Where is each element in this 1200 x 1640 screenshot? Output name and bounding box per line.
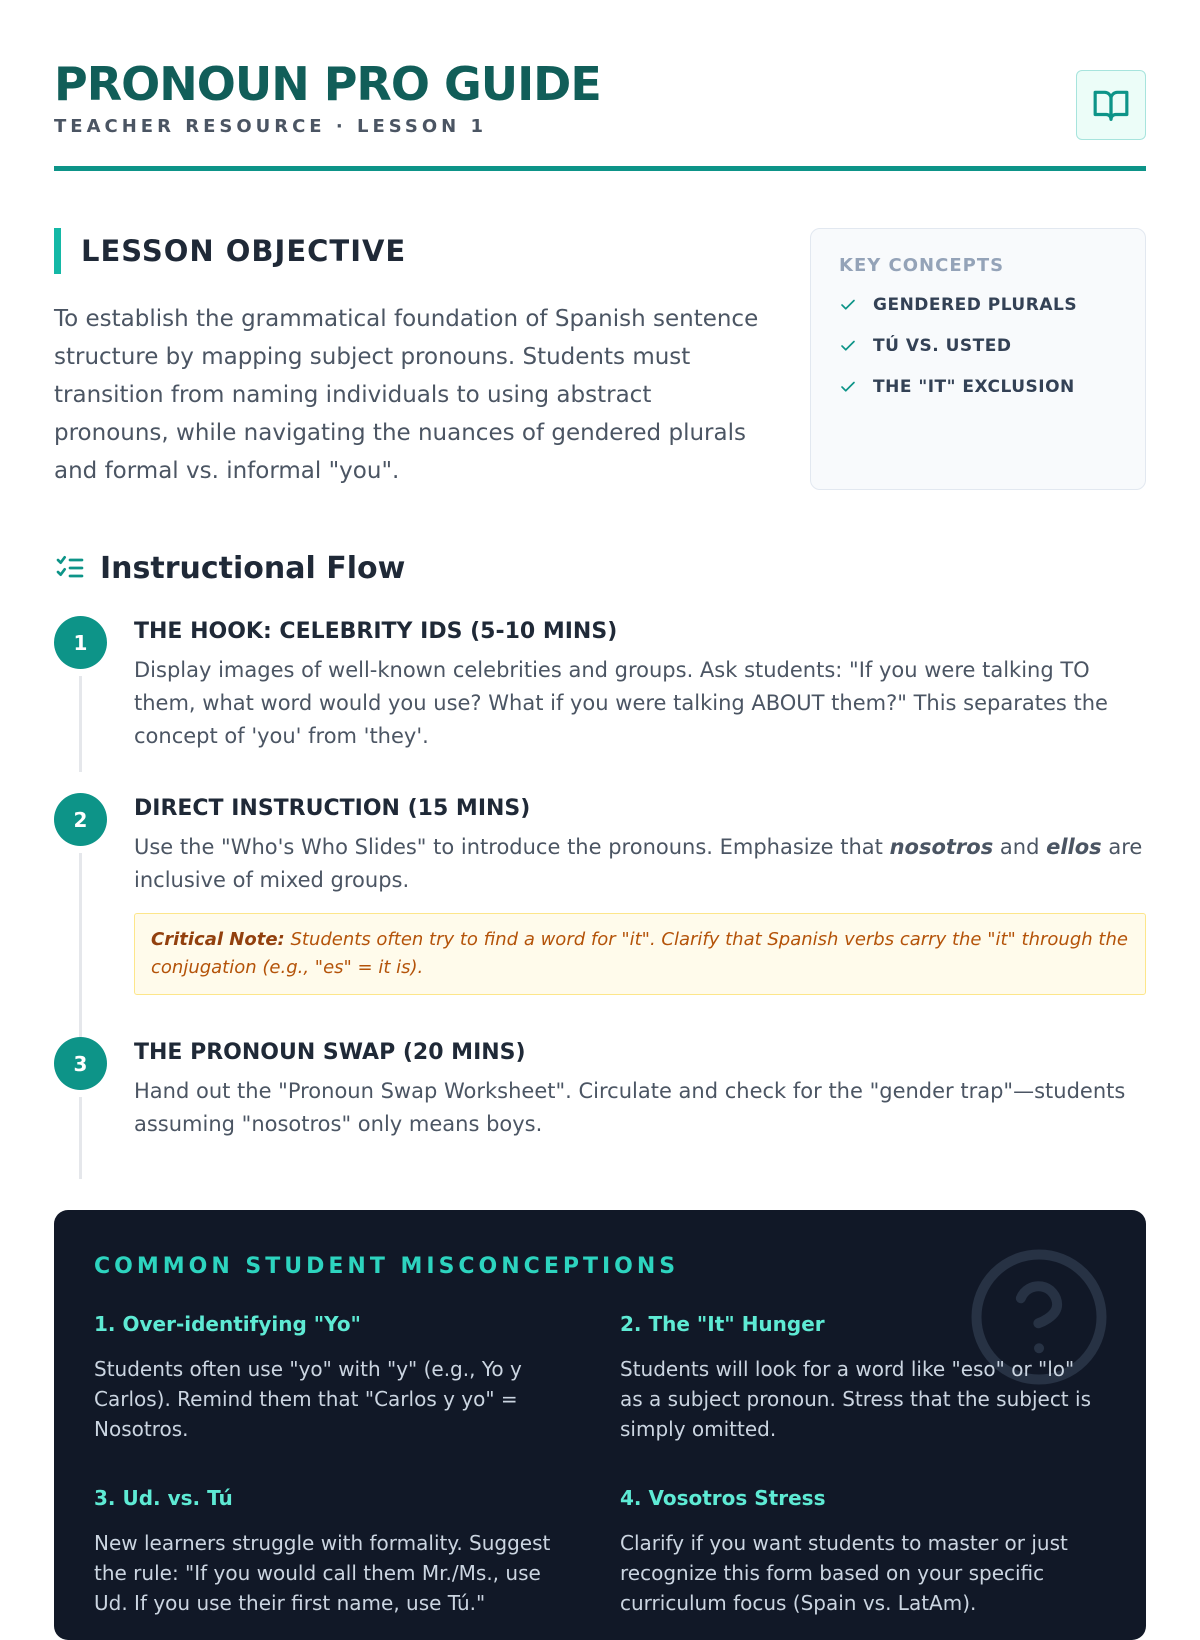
misconception-item — [94, 1312, 574, 1444]
check-icon — [839, 296, 859, 314]
step-number-badge: 3 — [54, 1037, 107, 1090]
misconceptions-heading: COMMON STUDENT MISCONCEPTIONS — [94, 1254, 680, 1279]
step-text-part: Use the "Who's Who Slides" to introduce the pronouns. Emphasize that — [134, 835, 890, 859]
step-title: THE PRONOUN SWAP (20 MINS) — [134, 1040, 526, 1065]
section-accent-bar — [54, 228, 61, 274]
step-connector — [79, 853, 82, 1045]
concept-item — [839, 334, 1117, 358]
page-subtitle: TEACHER RESOURCE · LESSON 1 — [54, 116, 488, 137]
step-title: DIRECT INSTRUCTION (15 MINS) — [134, 796, 531, 821]
step-text-part: and — [993, 835, 1047, 859]
book-button[interactable] — [1076, 70, 1146, 140]
concept-label: THE "IT" EXCLUSION — [873, 377, 1075, 397]
key-concepts-card — [810, 228, 1146, 490]
step-title: THE HOOK: CELEBRITY IDS (5-10 MINS) — [134, 619, 618, 644]
page-title: PRONOUN PRO GUIDE — [54, 57, 601, 111]
misconception-text: New learners struggle with formality. Suggest the rule: "If you would call them Mr./Ms., use Ud. If you use their first name, use Tú." — [94, 1531, 551, 1615]
emphasis-term: ellos — [1046, 835, 1102, 859]
misconception-text: Clarify if you want students to master or just recognize this form based on your specific curriculum focus (Spain vs. LatAm). — [620, 1531, 1068, 1615]
step-text — [134, 831, 1146, 897]
concept-item — [839, 375, 1117, 399]
misconception-item — [620, 1486, 1100, 1618]
misconception-title: 2. The "It" Hunger — [620, 1312, 825, 1336]
step-number-badge: 1 — [54, 616, 107, 669]
key-concepts-label: KEY CONCEPTS — [839, 255, 1005, 276]
concept-label: TÚ VS. USTED — [873, 336, 1012, 356]
concept-label: GENDERED PLURALS — [873, 295, 1078, 315]
page-header — [54, 56, 1146, 174]
check-icon — [839, 337, 859, 355]
misconception-item — [620, 1312, 1100, 1444]
misconception-text: Students often use "yo" with "y" (e.g., Yo y Carlos). Remind them that "Carlos y yo" = Nosotros. — [94, 1357, 522, 1441]
step-connector — [79, 1097, 82, 1179]
misconception-item — [94, 1486, 574, 1618]
critical-note — [134, 913, 1146, 995]
misconceptions-panel — [54, 1210, 1146, 1640]
instructional-flow-header — [54, 548, 405, 588]
step-text: Hand out the "Pronoun Swap Worksheet". Circulate and check for the "gender trap"—students assuming "nosotros" only means boys. — [134, 1079, 1126, 1136]
check-icon — [839, 378, 859, 396]
book-open-icon — [1092, 86, 1130, 124]
step-connector — [79, 676, 82, 772]
step-text: Display images of well-known celebrities and groups. Ask students: "If you were talking TO them, what word would you use? What if you were talking ABOUT them?" This separates the concept of 'you' from 'they'. — [134, 658, 1108, 748]
step-number-badge: 2 — [54, 793, 107, 846]
critical-note-text: Students often try to find a word for "it". Clarify that Spanish verbs carry the "it" through the conjugation (e.g., "es" = it is). — [151, 929, 1128, 978]
critical-note-label: Critical Note: — [151, 929, 285, 950]
checklist-icon — [54, 552, 86, 584]
objective-text: To establish the grammatical foundation of Spanish sentence structure by mapping subject pronouns. Students must transition from naming individuals to using abstract pronouns, while navigating the nuances of gendered plurals and formal vs. informal "you". — [54, 306, 759, 484]
misconception-title: 4. Vosotros Stress — [620, 1486, 826, 1510]
concept-item — [839, 293, 1117, 317]
emphasis-term: nosotros — [889, 835, 994, 859]
misconception-title: 1. Over-identifying "Yo" — [94, 1312, 361, 1336]
header-divider — [54, 166, 1146, 171]
misconception-title: 3. Ud. vs. Tú — [94, 1486, 233, 1510]
lesson-objective-section — [54, 228, 774, 490]
misconception-text: Students will look for a word like "eso" or "lo" as a subject pronoun. Stress that the subject is simply omitted. — [620, 1357, 1091, 1441]
step-text-part: are inclusive of mixed groups. — [134, 835, 1143, 892]
objective-heading: LESSON OBJECTIVE — [81, 234, 407, 268]
flow-heading: Instructional Flow — [100, 550, 406, 586]
